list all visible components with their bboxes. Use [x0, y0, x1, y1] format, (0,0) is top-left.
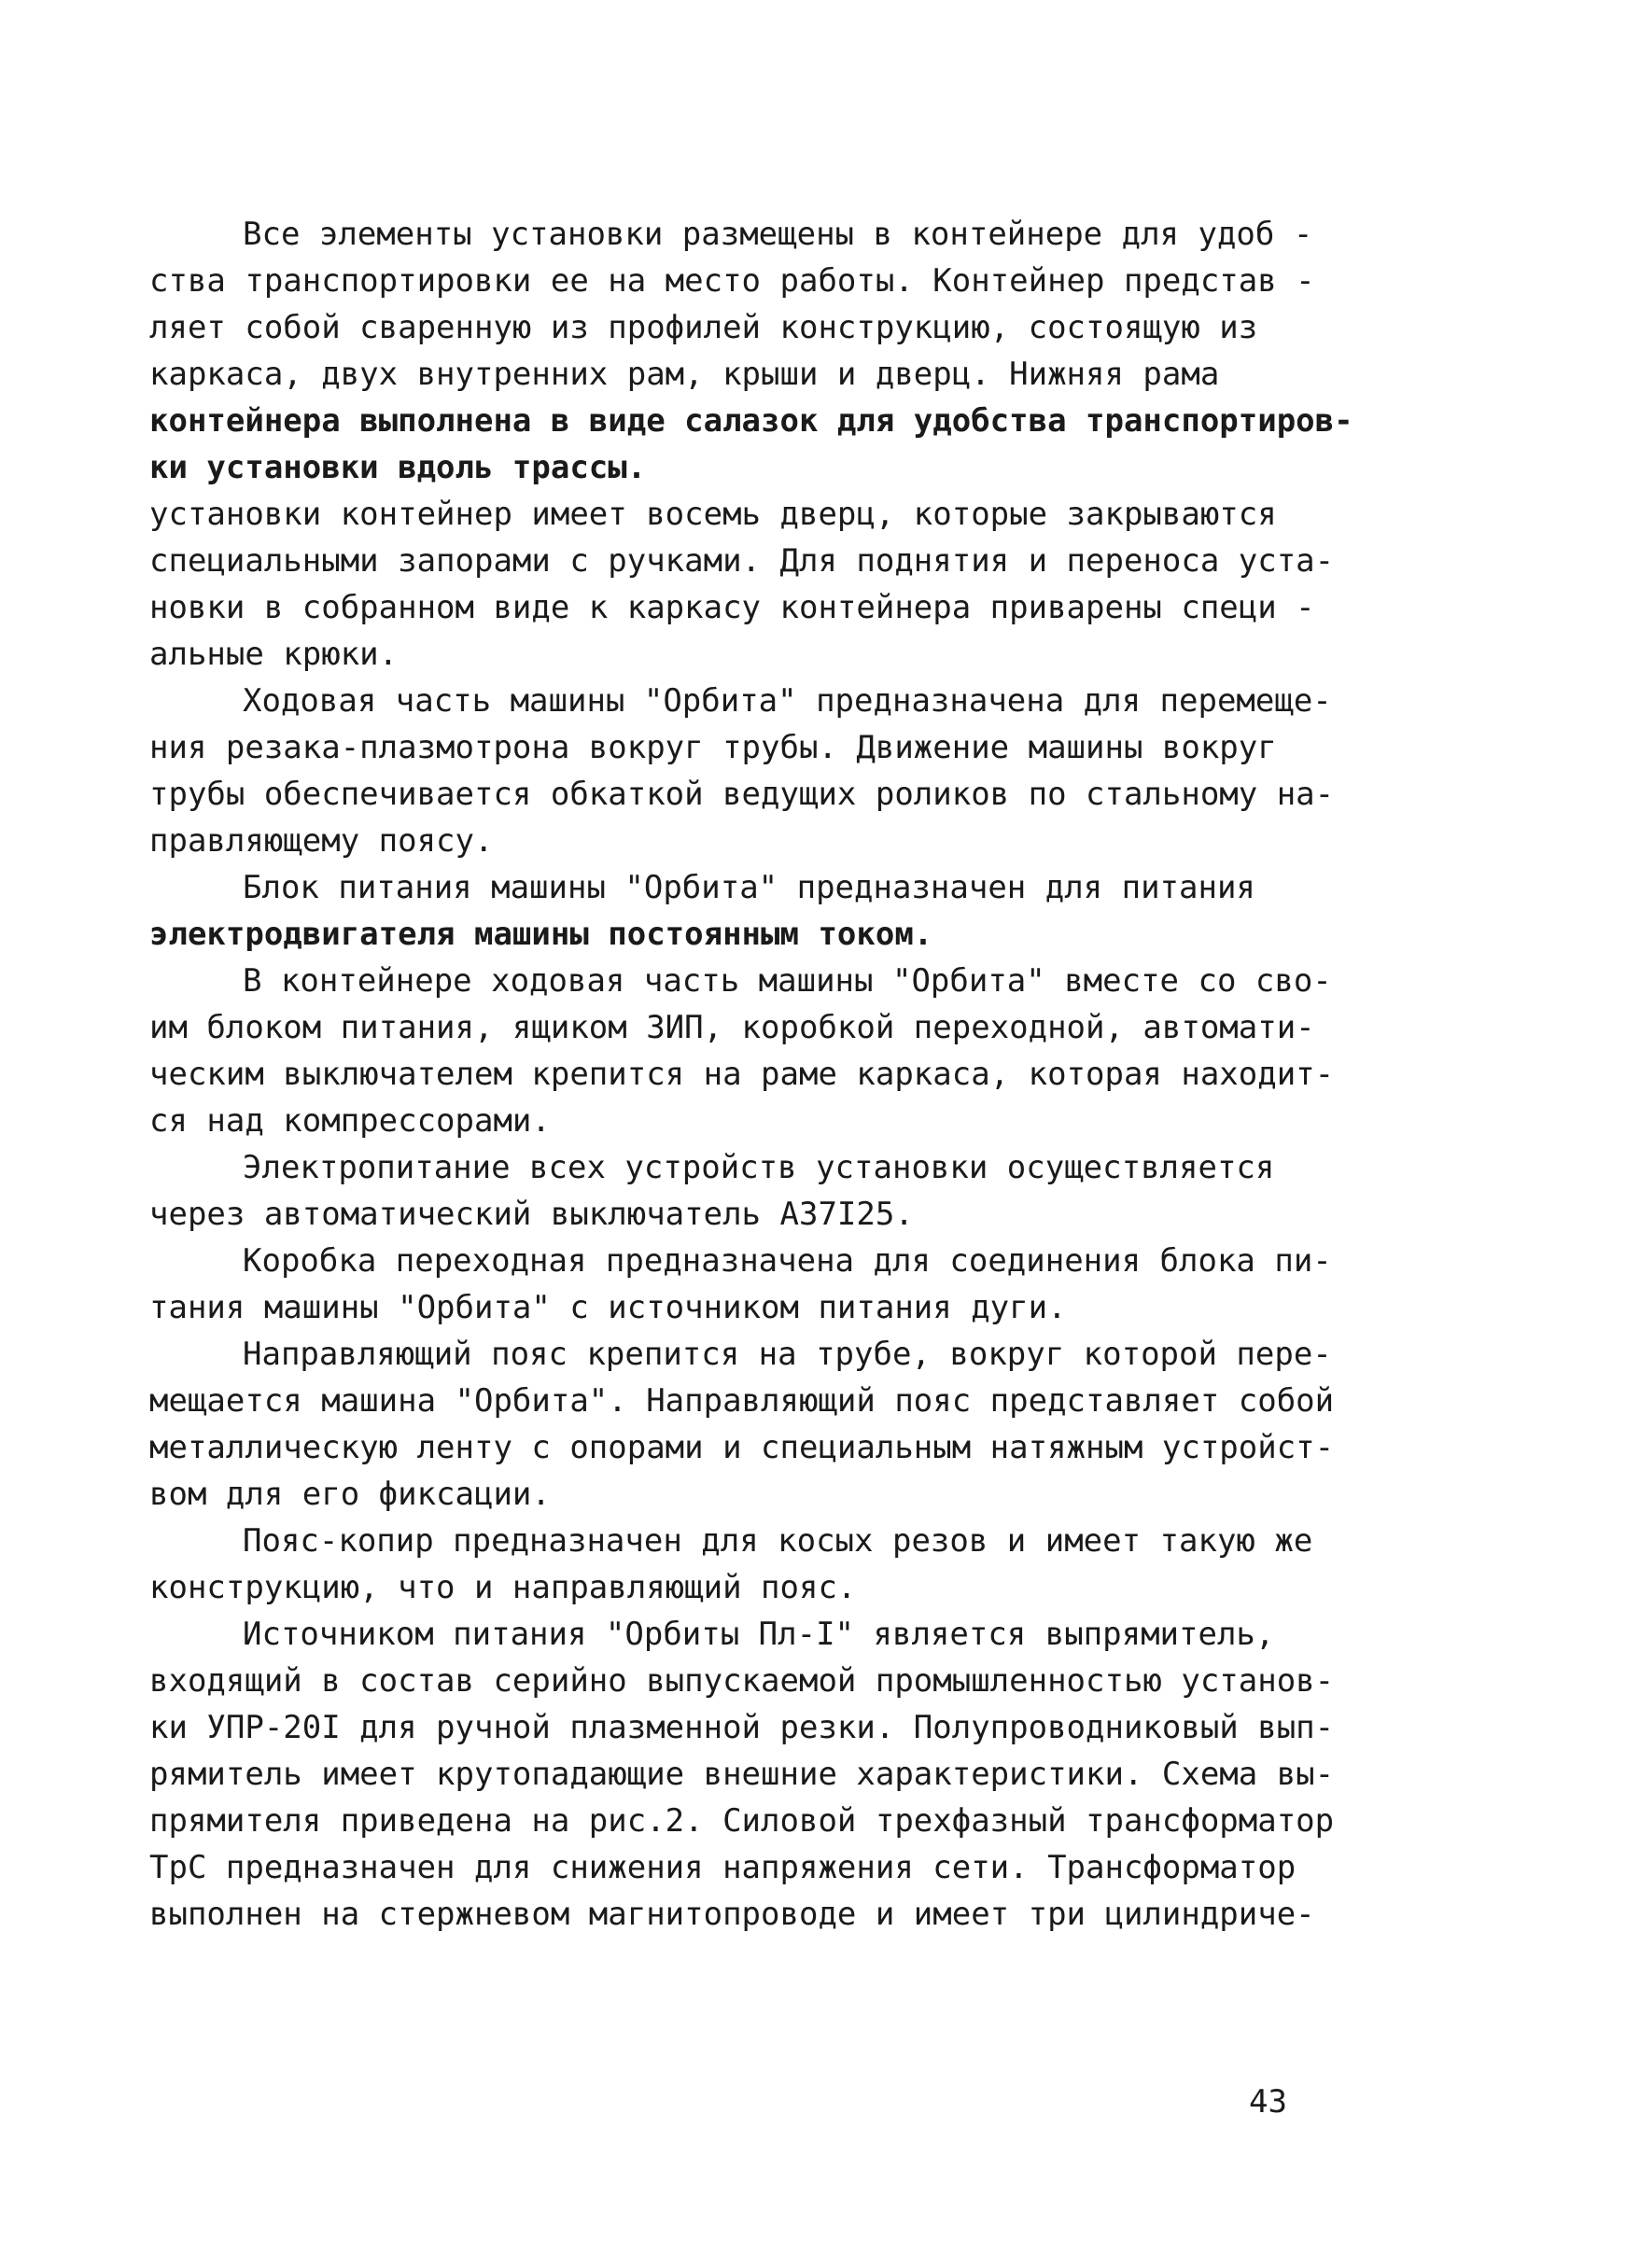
text-line: через автоматический выключатель А37I25.	[149, 1196, 914, 1233]
text-line: ки установки вдоль трассы.	[149, 449, 647, 486]
text-line: Блок питания машины "Орбита" предназначен для питания	[243, 869, 1255, 906]
text-line: ческим выключателем крепится на раме каркаса, которая находит-	[149, 1056, 1335, 1093]
text-line: ТрС предназначен для снижения напряжения сети. Трансформатор	[149, 1849, 1297, 1886]
text-line: тания машины "Орбита" с источником питания дуги.	[149, 1289, 1067, 1326]
text-line: ства транспортировки ее на место работы. Контейнер представ -	[149, 262, 1315, 300]
text-line: каркаса, двух внутренних рам, крыши и дверц. Нижняя рама	[149, 356, 1220, 393]
text-line: ся над компрессорами.	[149, 1102, 551, 1140]
text-line: альные крюки.	[149, 636, 399, 673]
text-line: вом для его фиксации.	[149, 1476, 551, 1513]
text-line: им блоком питания, ящиком ЗИП, коробкой переходной, автомати-	[149, 1009, 1315, 1046]
document-body	[149, 211, 1353, 1938]
text-line: Ходовая часть машины "Орбита" предназначена для перемеще-	[243, 682, 1332, 720]
text-line: металлическую ленту с опорами и специальным натяжным устройст-	[149, 1429, 1335, 1466]
text-line: Электропитание всех устройств установки осуществляется	[243, 1149, 1275, 1186]
text-line: конструкцию, что и направляющий пояс.	[149, 1569, 857, 1606]
text-line: В контейнере ходовая часть машины "Орбита" вместе со сво-	[243, 962, 1332, 1000]
text-line: Источником питания "Орбиты Пл-I" является выпрямитель,	[243, 1616, 1275, 1653]
text-line: выполнен на стержневом магнитопроводе и имеет три цилиндриче-	[149, 1896, 1315, 1933]
text-line: входящий в состав серийно выпускаемой промышленностью установ-	[149, 1662, 1335, 1700]
text-line: Направляющий пояс крепится на трубе, вокруг которой пере-	[243, 1336, 1332, 1373]
text-line: новки в собранном виде к каркасу контейнера приварены специ -	[149, 589, 1315, 626]
text-line: установки контейнер имеет восемь дверц, которые закрываются	[149, 496, 1277, 533]
text-line: Коробка переходная предназначена для соединения блока пи-	[243, 1242, 1332, 1280]
text-line: прямителя приведена на рис.2. Силовой трехфазный трансформатор	[149, 1802, 1335, 1840]
page-number: 43	[1249, 2083, 1287, 2121]
text-line: ния резака-плазмотрона вокруг трубы. Движение машины вокруг	[149, 729, 1277, 766]
text-line: Пояс-копир предназначен для косых резов и имеет такую же	[243, 1522, 1313, 1560]
text-line: Все элементы установки размещены в контейнере для удоб -	[243, 216, 1313, 253]
text-line: ляет собой сваренную из профилей конструкцию, состоящую из	[149, 309, 1258, 346]
text-line: правляющему поясу.	[149, 822, 494, 860]
text-line: ки УПР-20I для ручной плазменной резки. Полупроводниковый вып-	[149, 1709, 1335, 1746]
text-line: мещается машина "Орбита". Направляющий пояс представляет собой	[149, 1382, 1335, 1420]
text-line: рямитель имеет крутопадающие внешние характеристики. Схема вы-	[149, 1756, 1335, 1793]
text-line: электродвигателя машины постоянным током.	[149, 916, 933, 953]
text-line: специальными запорами с ручками. Для поднятия и переноса уста-	[149, 542, 1335, 580]
text-line: трубы обеспечивается обкаткой ведущих роликов по стальному на-	[149, 776, 1335, 813]
text-line: контейнера выполнена в виде салазок для удобства транспортиров-	[149, 402, 1353, 440]
